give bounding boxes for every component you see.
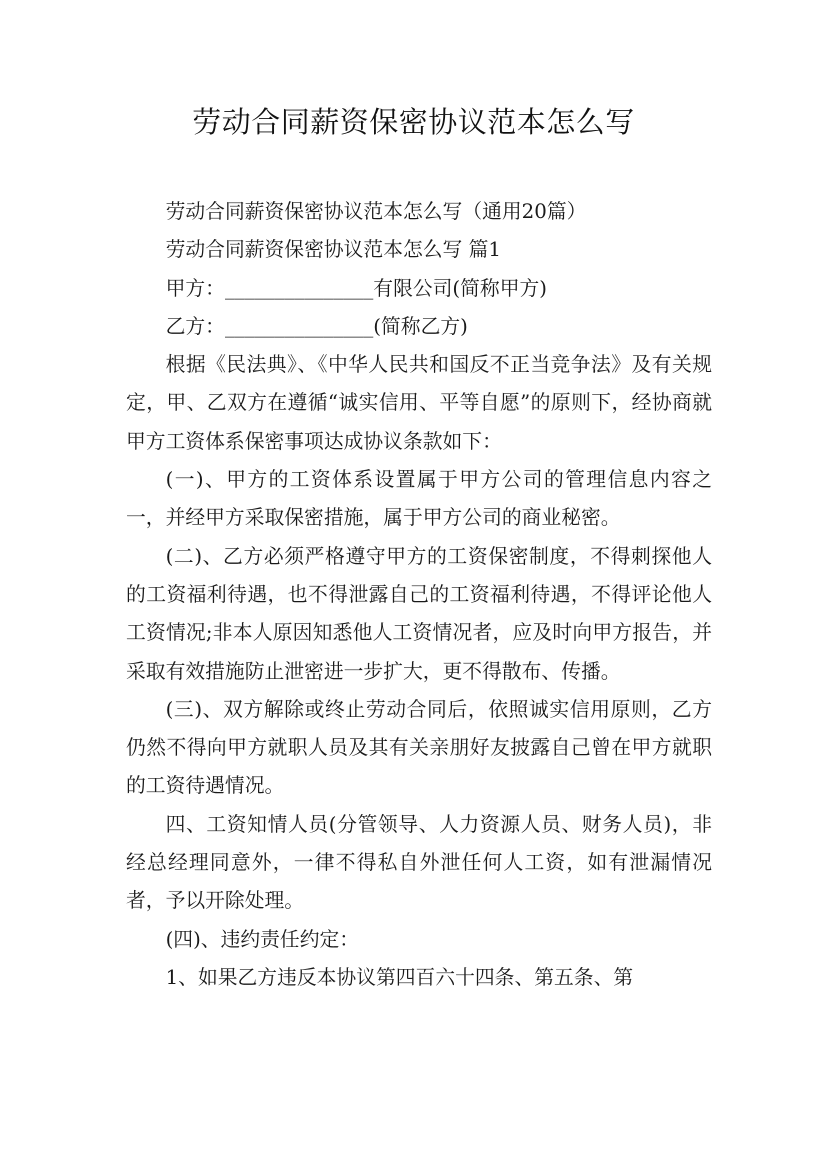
paragraph-subtitle: 劳动合同薪资保密协议范本怎么写（通用20篇）	[165, 200, 587, 223]
paragraph-clause-4: 四、工资知情人员(分管领导、人力资源人员、财务人员)，非经总经理同意外，一律不得私自外泄任何人工资，如有泄漏情况者，予以开除处理。	[126, 812, 712, 913]
document-title: 劳动合同薪资保密协议范本怎么写	[192, 105, 635, 139]
paragraph-clause-3: (三)、双方解除或终止劳动合同后，依照诚实信用原则，乙方仍然不得向甲方就职人员及其有关亲朋好友披露自己曾在甲方就职的工资待遇情况。	[126, 697, 712, 798]
paragraph-clause-2: (二)、乙方必须严格遵守甲方的工资保密制度，不得刺探他人的工资福利待遇，也不得泄露自己的工资福利待遇，不得评论他人工资情况;非本人原因知悉他人工资情况者，应及时向甲方报告，并采取有效措施防止泄密进一步扩大，更不得散布、传播。	[126, 544, 712, 683]
paragraph-liability-heading: (四)、违约责任约定：	[165, 927, 360, 951]
document-body	[126, 193, 712, 997]
paragraph-clause-1: (一)、甲方的工资体系设置属于甲方公司的管理信息内容之一，并经甲方采取保密措施，属于甲方公司的商业秘密。	[126, 468, 712, 530]
paragraph-preamble: 根据《民法典》、《中华人民共和国反不正当竞争法》及有关规定，甲、乙双方在遵循“诚实信用、平等自愿”的原则下，经协商就甲方工资体系保密事项达成协议条款如下：	[126, 353, 712, 453]
paragraph-liability-item-1: 1、如果乙方违反本协议第四百六十四条、第五条、第	[165, 965, 634, 989]
paragraph-chapter-heading: 劳动合同薪资保密协议范本怎么写 篇1	[165, 238, 501, 262]
paragraph-party-a: 甲方：_______________有限公司(简称甲方)	[165, 276, 547, 300]
paragraph-party-b: 乙方：_______________(简称乙方)	[165, 314, 468, 338]
